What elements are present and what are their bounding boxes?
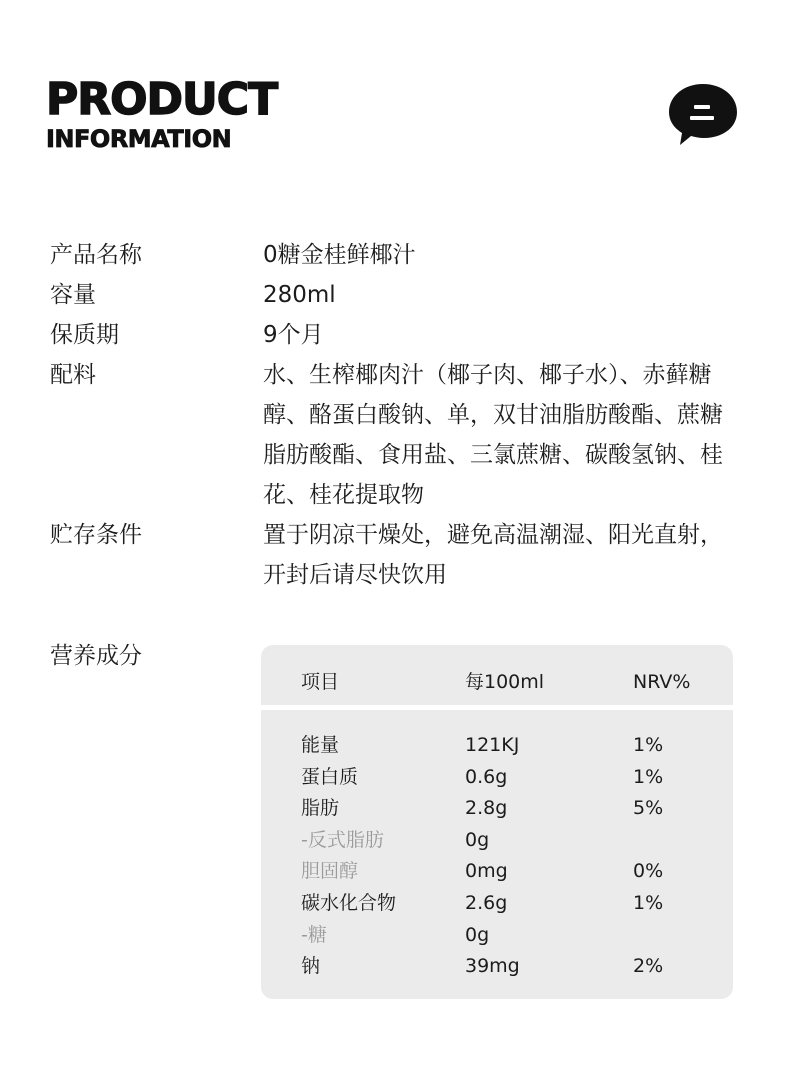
info-value: 水、生榨椰肉汁（椰子肉、椰子水）、赤藓糖醇、酪蛋白酸钠、单，双甘油脂肪酸酯、蔗糖脂肪酸酯、食用盐、三氯蔗糖、碳酸氢钠、桂花、桂花提取物 — [263, 362, 723, 508]
row-nrv: 1% — [633, 766, 664, 788]
row-per100ml: 2.6g — [465, 892, 508, 914]
info-label: 配料 — [50, 362, 96, 388]
row-per100ml: 121KJ — [465, 734, 520, 756]
info-value: 置于阴凉干燥处，避免高温潮湿、阳光直射，开封后请尽快饮用 — [263, 522, 723, 588]
row-per100ml: 39mg — [465, 955, 520, 977]
row-item: 脂肪 — [301, 797, 340, 819]
row-per100ml: 2.8g — [465, 797, 508, 819]
row-per100ml: 0g — [465, 829, 490, 851]
table-header-divider — [261, 705, 733, 710]
row-nrv: 1% — [633, 734, 664, 756]
speech-bubble-icon — [666, 78, 740, 148]
row-nrv: 0% — [633, 860, 664, 882]
row-item: 能量 — [301, 734, 340, 756]
row-nrv: 2% — [633, 955, 664, 977]
row-item: -反式脂肪 — [301, 829, 384, 851]
row-item: 碳水化合物 — [301, 892, 397, 914]
row-per100ml: 0.6g — [465, 766, 508, 788]
row-item: 胆固醇 — [301, 860, 359, 882]
page-subtitle: INFORMATION — [46, 125, 232, 153]
table-header-nrv: NRV% — [633, 671, 691, 693]
row-item: -糖 — [301, 924, 327, 946]
row-per100ml: 0g — [465, 924, 490, 946]
info-value: 0糖金桂鲜椰汁 — [263, 242, 416, 268]
table-header-per100ml: 每100ml — [465, 671, 545, 693]
info-label: 保质期 — [50, 322, 119, 348]
row-item: 蛋白质 — [301, 766, 359, 788]
info-value: 9个月 — [263, 322, 324, 348]
info-label: 产品名称 — [50, 242, 142, 268]
nutrition-label: 营养成分 — [50, 643, 142, 669]
nutrition-table — [261, 645, 733, 999]
info-label: 容量 — [50, 282, 96, 308]
info-value: 280ml — [263, 282, 336, 308]
row-nrv: 5% — [633, 797, 664, 819]
row-nrv: 1% — [633, 892, 664, 914]
row-per100ml: 0mg — [465, 860, 508, 882]
page-title: PRODUCT — [46, 74, 278, 125]
row-item: 钠 — [301, 955, 321, 977]
table-header-item: 项目 — [301, 671, 340, 693]
info-label: 贮存条件 — [50, 522, 142, 548]
